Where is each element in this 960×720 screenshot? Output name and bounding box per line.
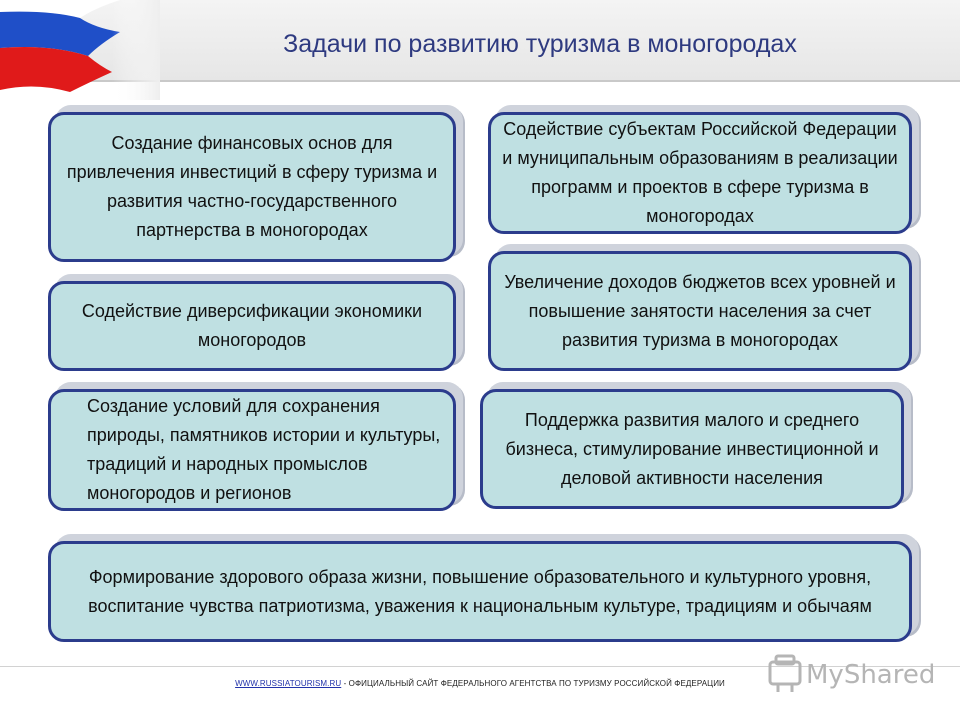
russian-flag-icon (0, 0, 160, 100)
task-text-business: Поддержка развития малого и среднего бизнеса, стимулирование инвестиционной и деловой активности населения (505, 409, 879, 488)
task-box-assistance (488, 112, 912, 234)
task-text-income: Увеличение доходов бюджетов всех уровней и повышение занятости населения за счет развития туризма в моногородах (504, 271, 896, 350)
task-text-financial: Создание финансовых основ для привлечения инвестиций в сферу туризма и развития частно-государственного партнерства в моногородах (66, 133, 438, 240)
task-box-lifestyle (48, 541, 912, 642)
task-box-financial (48, 112, 456, 262)
footer-link[interactable]: WWW.RUSSIATOURISM.RU (235, 679, 342, 688)
task-text-diversification: Содействие диверсификации экономики моногородов (81, 301, 423, 350)
task-text-lifestyle: Формирование здорового образа жизни, повышение образовательного и культурного уровня, воспитание чувства патриотизма, уважения к национальным культуре, традициям и обычаям (88, 566, 872, 616)
page-title: Задачи по развитию туризма в моногородах (283, 30, 797, 58)
logo-text: MyShared (806, 660, 936, 690)
task-box-diversification (48, 281, 456, 371)
task-box-income (488, 251, 912, 371)
task-text-assistance: Содействие субъектам Российской Федерации и муниципальным образованиям в реализации программ и проектов в сфере туризма в моногородах (502, 119, 898, 226)
footer-text: - ОФИЦИАЛЬНЫЙ САЙТ ФЕДЕРАЛЬНОГО АГЕНТСТВА ПО ТУРИЗМУ РОССИЙСКОЙ ФЕДЕРАЦИИ (341, 679, 725, 688)
task-box-business (480, 389, 904, 509)
task-text-nature: Создание условий для сохранения природы, памятников истории и культуры, традиций и народных промыслов моногородов и регионов (87, 396, 441, 503)
task-box-nature (48, 389, 456, 511)
